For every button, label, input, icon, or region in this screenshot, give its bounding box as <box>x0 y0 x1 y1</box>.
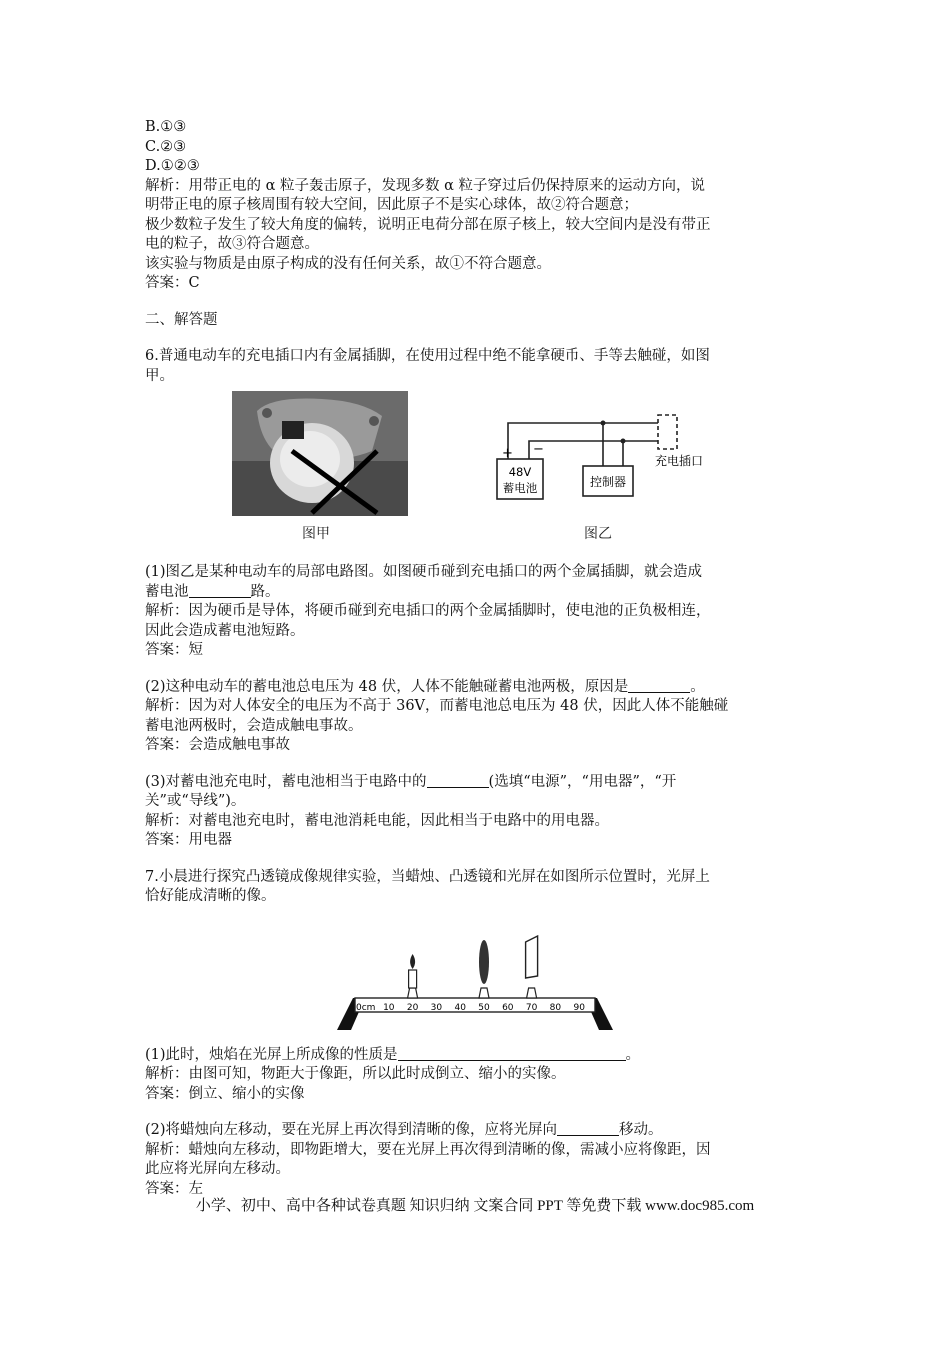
circuit-diagram <box>483 409 743 519</box>
q5-option-c: C.②③ <box>145 138 187 155</box>
q7-p1-analysis: 解析：由图可知，物距大于像距，所以此时成倒立、缩小的实像。 <box>145 1066 566 1082</box>
q6-figures <box>145 391 810 559</box>
bench-tick-label: 10 <box>383 1002 395 1013</box>
answer-blank <box>398 1046 626 1061</box>
bench-tick-label: 80 <box>549 1002 562 1013</box>
q6-p3-analysis: 解析：对蓄电池充电时，蓄电池消耗电能，因此相当于电路中的用电器。 <box>145 812 609 829</box>
document-body <box>145 118 810 1199</box>
answer-blank <box>427 773 489 788</box>
controller-label: 控制器 <box>589 475 627 489</box>
section-title: 二、解答题 <box>145 311 218 328</box>
convex-lens <box>479 940 489 984</box>
q7-stem: 7.小晨进行探究凸透镜成像规律实验，当蜡烛、凸透镜和光屏在如图所示位置时，光屏上 <box>145 868 710 885</box>
holder-stand <box>479 988 489 998</box>
q6-p2-analysis: 解析：因为对人体安全的电压为不高于 36V，而蓄电池总电压为 48 伏，因此人体不能触碰 <box>145 698 729 714</box>
light-screen <box>526 936 538 978</box>
q5-analysis-line: 极少数粒子发生了较大角度的偏转，说明正电荷分部在原子核上，较大空间内是没有带正 <box>145 216 711 233</box>
q6-stem: 甲。 <box>145 367 174 384</box>
battery-label: 蓄电池 <box>502 481 538 495</box>
q5-option-b: B.①③ <box>145 119 187 135</box>
q5-option-d: D.①②③ <box>145 158 200 174</box>
q7-p2-analysis: 此应将光屏向左移动。 <box>145 1161 290 1177</box>
holder-stand <box>527 988 537 998</box>
q7-p1-answer: 答案：倒立、缩小的实像 <box>145 1085 305 1102</box>
bench-tick-label: 20 <box>406 1002 419 1013</box>
bench-tick-label: 50 <box>478 1002 490 1013</box>
q6-p1-analysis: 因此会造成蓄电池短路。 <box>145 622 305 639</box>
battery-voltage-label: 48V <box>508 465 532 479</box>
answer-blank <box>557 1121 619 1136</box>
bench-tick-label: 60 <box>502 1002 514 1013</box>
q5-analysis-line: 电的粒子，故③符合题意。 <box>145 236 319 252</box>
q6-p3: (3)对蓄电池充电时，蓄电池相当于电路中的 (选填“电源”，“用电器”，“开 <box>145 773 677 790</box>
candle <box>409 970 417 988</box>
q7-p2: (2)将蜡烛向左移动，要在光屏上再次得到清晰的像，应将光屏向 移动。 <box>145 1122 663 1138</box>
q6-p2-answer: 答案：会造成触电事故 <box>145 737 290 753</box>
q7-stem: 恰好能成清晰的像。 <box>145 888 276 904</box>
q7-p1: (1)此时，烛焰在光屏上所成像的性质是 。 <box>145 1046 641 1063</box>
candle-flame <box>410 954 415 969</box>
q7-p2-analysis: 解析：蜡烛向左移动，即物距增大，要在光屏上再次得到清晰的像，需减小应将像距，因 <box>145 1141 711 1158</box>
q6-p2-analysis: 蓄电池两极时，会造成触电事故。 <box>145 717 363 734</box>
figure-a-caption: 图甲 <box>302 526 330 542</box>
q6-p1: (1)图乙是某种电动车的局部电路图。如图硬币碰到充电插口的两个金属插脚，就会造成 <box>145 564 703 580</box>
bench-tick-label: 90 <box>573 1002 585 1013</box>
q6-p3-answer: 答案：用电器 <box>145 832 232 848</box>
battery-minus-sign: − <box>533 442 544 457</box>
page-footer: 小学、初中、高中各种试卷真题 知识归纳 文案合同 PPT 等免费下载 www.doc985.com <box>195 1198 755 1214</box>
charging-port-label: 充电插口 <box>655 454 704 468</box>
answer-blank <box>189 583 251 598</box>
q5-analysis-line: 明带正电的原子核周围有较大空间，因此原子不是实心球体，故②符合题意； <box>145 197 638 213</box>
bench-tick-label: 40 <box>454 1002 466 1013</box>
q6-p2: (2)这种电动车的蓄电池总电压为 48 伏，人体不能触碰蓄电池两极，原因是 。 <box>145 678 705 695</box>
q6-p1-analysis: 解析：因为硬币是导体，将硬币碰到充电插口的两个金属插脚时，使电池的正负极相连， <box>145 603 711 619</box>
charging-port-photo <box>232 391 408 516</box>
figure-b-caption: 图乙 <box>584 526 612 542</box>
bench-tick-label: 70 <box>525 1002 538 1013</box>
answer-blank <box>628 678 690 693</box>
holder-stand <box>408 988 418 998</box>
q6-p1-answer: 答案：短 <box>145 642 203 658</box>
battery-plus-sign: + <box>502 446 513 461</box>
q7-p2-answer: 答案：左 <box>145 1180 203 1197</box>
q5-analysis-line: 解析：用带正电的 α 粒子轰击原子，发现多数 α 粒子穿过后仍保持原来的运动方向，说 <box>145 177 706 194</box>
optical-bench-figure <box>145 912 810 1042</box>
optical-bench <box>335 912 615 1037</box>
q6-stem: 6.普通电动车的充电插口内有金属插脚，在使用过程中绝不能拿硬币、手等去触碰，如图 <box>145 348 710 364</box>
bench-tick-label: 30 <box>430 1002 443 1013</box>
q6-p3: 关”或“导线”)。 <box>145 793 246 809</box>
q5-analysis-line: 该实验与物质是由原子构成的没有任何关系，故①不符合题意。 <box>145 255 551 272</box>
q5-answer: 答案：C <box>145 275 200 291</box>
q6-p1-blank-line: 蓄电池 路。 <box>145 583 280 600</box>
bench-zero-label: 0cm <box>356 1002 376 1013</box>
